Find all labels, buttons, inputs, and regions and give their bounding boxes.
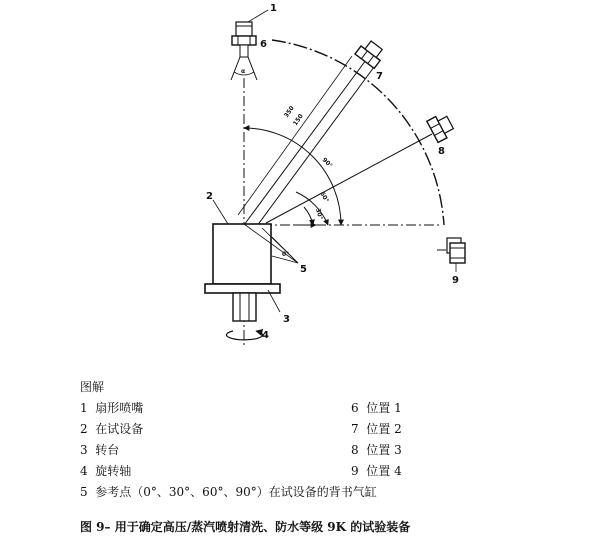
dim-350: 350 [282,104,296,120]
angle-90-label: 90° [320,156,334,170]
equipment-under-test [213,224,271,284]
legend-num: 6 [351,401,359,415]
nozzle-line-pos3 [266,134,432,223]
legend-title: 图解 [80,380,105,394]
legend-item-3 [80,441,119,458]
legend-num: 4 [80,464,88,478]
legend-item-8 [351,441,402,458]
alpha-label: α [241,68,246,75]
legend-item-9 [351,462,402,479]
angle-0-label: 0° [282,251,290,258]
label-7: 7 [376,71,383,82]
label-2: 2 [206,191,213,202]
legend-item-4 [80,462,131,479]
legend-num: 3 [80,443,88,457]
legend-text: 位置 2 [366,422,402,436]
legend-text: 位置 3 [366,443,402,457]
outer-arc [272,40,444,225]
dim-150: 150 [291,112,305,128]
nozzle-line-pos2-b [254,67,374,230]
legend-item-5 [80,483,377,500]
legend-text: 位置 1 [366,401,402,415]
legend-item-7 [351,420,402,437]
legend-text: 旋转轴 [95,464,132,478]
angle-arc-90 [244,128,341,225]
label-6: 6 [260,39,267,50]
legend-text: 在试设备 [95,422,144,436]
legend-text: 转台 [95,443,120,457]
label-9: 9 [452,275,459,286]
leader-1 [248,10,268,22]
legend-text: 扇形喷嘴 [95,401,144,415]
label-5: 5 [300,264,307,275]
legend-item-2 [80,420,143,437]
nozzle-position-3 [427,112,456,143]
legend-num: 7 [351,422,359,436]
label-1: 1 [270,3,277,14]
legend-text: 参考点（0°、30°、60°、90°）在试设备的背书气缸 [95,485,377,499]
legend-text: 位置 4 [366,464,402,478]
legend-item-6 [351,399,402,416]
rotation-shaft [233,293,256,321]
nozzle-line-pos2 [244,60,366,225]
legend-num: 5 [80,485,88,499]
figure-caption: 图 9– 用于确定高压/蒸汽喷射清洗、防水等级 9K 的试验装备 [80,520,411,534]
legend-num: 1 [80,401,88,415]
legend-num: 2 [80,422,88,436]
legend-item-1 [80,399,143,416]
angle-60-label: 60° [318,190,331,204]
angle-arc-30 [304,207,313,225]
label-4: 4 [262,330,269,341]
leader-2 [213,200,228,224]
label-8: 8 [438,146,445,157]
label-3: 3 [283,314,290,325]
legend-num: 8 [351,443,359,457]
angle-30-label: 30° [314,207,324,221]
nozzle-position-2 [355,38,386,68]
legend-num: 9 [351,464,359,478]
nozzle-position-4 [437,238,465,263]
